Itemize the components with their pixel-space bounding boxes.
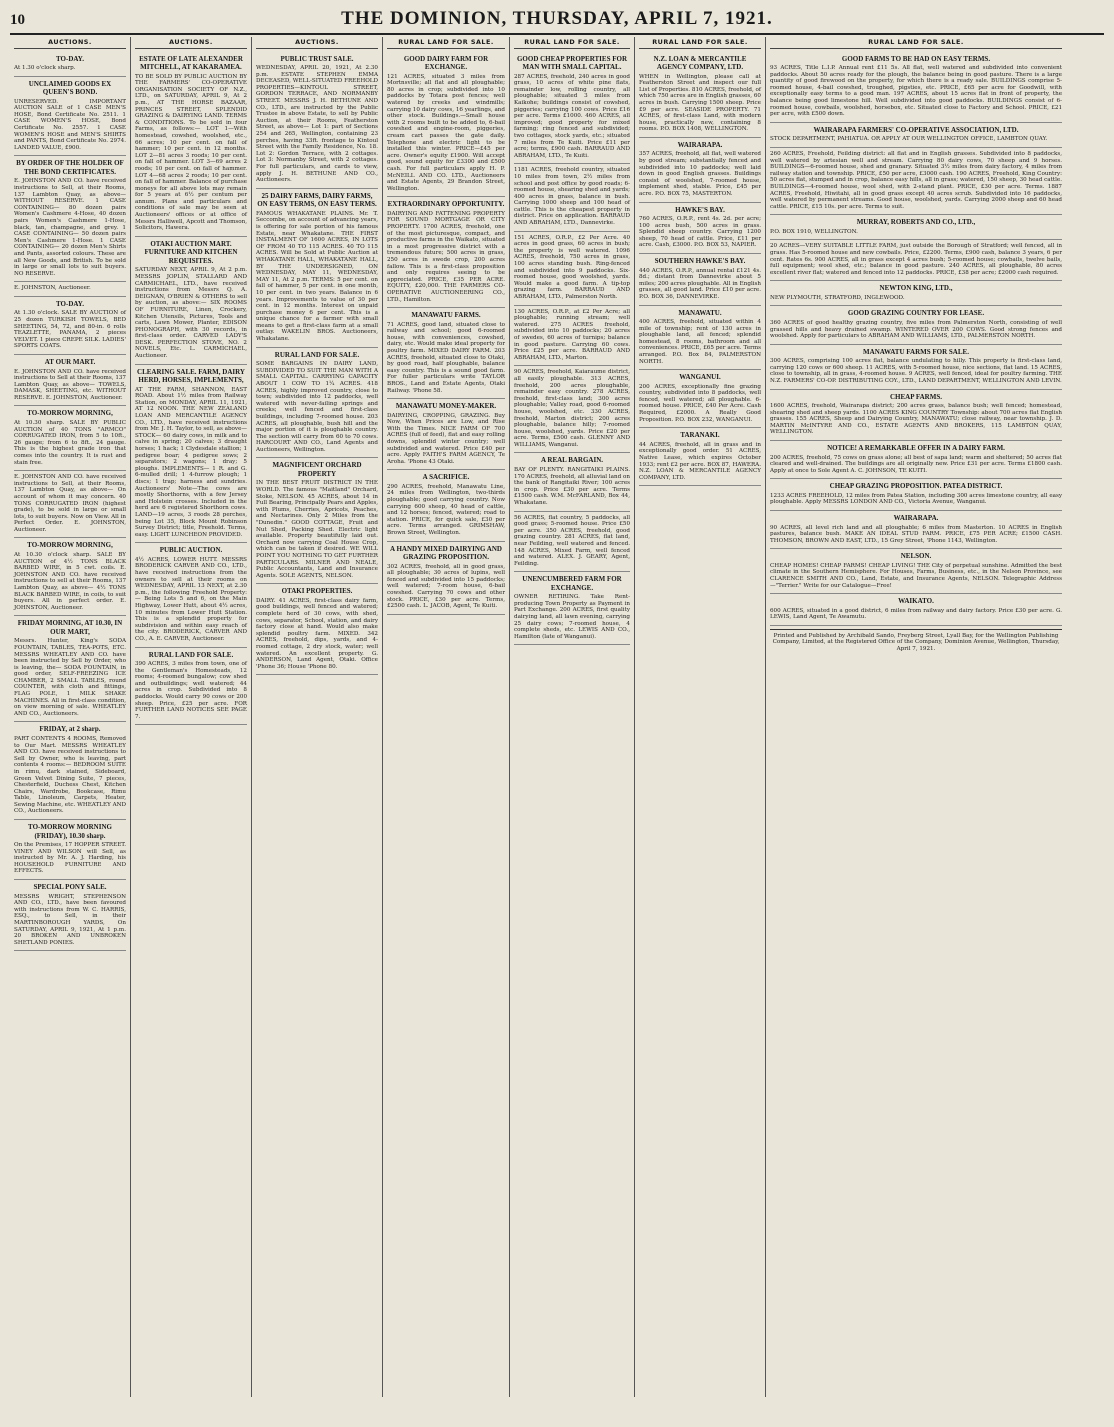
advertisement <box>770 52 1062 123</box>
advertisement <box>256 52 378 189</box>
advertisement-body: E. JOHNSTON AND CO. have received instructions to Sell, at their Rooms, 137 Lambton Quay, as above— WITHOUT RESERVE. 1 CASE CONTAINING— 80 dozen pairs Women's Cashmere 4-Hose, 40 dozen pairs Women's Cashmere 1-Hose, black, tan, champagne, and grey. 1 CASE CONTAINING— 50 dozen pairs Men's Cashmere 1-Hose. 1 CASE CONTAINING— 20 dozen Men's Shirts and Pants, assorted colours. These are all New Goods, and British. To be sold in large or small lots to suit buyers. NO RESERVE. <box>14 178 126 277</box>
advertisement-body: 44 ACRES, freehold, all in grass and in exceptionally good order. 51 ACRES, Native Lease, which expires October 1933; rent £2 per acre. BOX 87, HAWERA. N.Z. LOAN & MERCANTILE AGENCY COMPANY, LTD. <box>639 441 761 481</box>
advertisement-heading: MURRAY, ROBERTS AND CO., LTD., <box>856 218 976 227</box>
advertisement <box>14 616 126 722</box>
advertisement <box>639 203 761 254</box>
advertisement-body: IN THE BEST FRUIT DISTRICT IN THE WORLD. The famous "Maitland" Orchard, Stoke, NELSON. 45 ACRES, about 14 in Full Bearing, Principally Pears and Apples, with Plums, Cherries, Apricots, Peaches, and Nectarines. Only 2 Miles from the "Dunedin." GOOD COTTAGE, Fruit and Nut Shed, Packing Shed. Electric light available. Property beautifully laid out. Orchard now carrying Coal House Crop, which can be taken if desired. WE WILL POINT YOU NOTHING TO GET FURTHER PARTICULARS. MILNER AND NEALE, Public Accountants, Land and Insurance Agents. SOLE AGENTS, NELSON. <box>256 480 378 579</box>
advertisement-body: At 10.30 sharp. SALE BY PUBLIC AUCTION of 40 TONS "ARMCO" CORRUGATED IRON, from 5 to 10ft., 26 gauge; from 6 to 8ft., 24 gauge. This is the highest grade iron that comes into the country. It is rust and stain free. <box>14 419 126 466</box>
advertisement-heading: 25 DAIRY FARMS, DAIRY FARMS, ON EASY TERMS, ON EASY TERMS. <box>257 191 377 209</box>
advertisement <box>514 512 630 573</box>
advertisement-heading: GOOD DAIRY FARM FOR EXCHANGE. <box>403 54 489 72</box>
advertisement-heading: A REAL BARGAIN. <box>540 456 604 465</box>
advertisement-heading: TARANAKI. <box>680 431 720 440</box>
advertisement <box>135 648 247 726</box>
advertisement-body: P.O. BOX 1910, WELLINGTON. <box>770 228 858 235</box>
advertisement-body: On the Premises, 17 HOPPER STREET. VINEY AND WILSON will Sell, as instructed by Mr. A. J. Harding, his HOUSEHOLD FURNITURE AND EFFECTS. <box>14 842 126 875</box>
newspaper-page <box>10 6 1104 1411</box>
column-heading: RURAL LAND FOR SALE. <box>770 37 1062 49</box>
advertisement-heading: AT OUR MART. <box>44 358 96 366</box>
advertisement-heading: MANAWATU. <box>678 308 722 317</box>
advertisement-heading: GOOD GRAZING COUNTRY FOR LEASE. <box>847 309 985 318</box>
advertisement <box>639 306 761 371</box>
advertisement-heading: RURAL LAND FOR SALE. <box>274 350 360 359</box>
advertisement <box>14 880 126 951</box>
advertisement-heading: MANAWATU FARMS FOR SALE. <box>863 347 969 356</box>
advertisement-body: BAY OF PLENTY. RANGITAIKI PLAINS. 170 ACRES, freehold, all alluvial land on the bank of Rangitaiki River; 100 acres in crop. Price £30 per acre. Terms £1500 cash. W.M. McFARLAND, Box 44, Whakatane. <box>514 466 630 506</box>
column-heading: AUCTIONS. <box>256 37 378 49</box>
advertisement <box>135 365 247 544</box>
advertisement <box>770 549 1062 594</box>
advertisement-body: 200 ACRES, freehold, 75 cows on grass alone; all best of sapa land; warm and sheltered; 50 acres flat cleared and well-drained. The buildings are all originally new. Price £31 per acre. Terms £1800 cash. Apply at once to Sole Agent A. C. JOHNSON, TE KUITI. <box>770 454 1062 474</box>
column-heading: AUCTIONS. <box>14 37 126 49</box>
advertisement-body: 1600 ACRES, freehold, Wairarapa district; 200 acres grass, balance bush; well fenced; homestead, shearing shed and sheep yards. 1100 ACRES KING COUNTRY Township: about 700 acres flat English grasses. 155 ACRES, Sheep and Dairying Country, MANAWATU; close railway, near township. J. D. MARTIN McINTYRE AND CO., ESTATE AGENTS AND BROKERS, 115 LAMBTON QUAY, WELLINGTON. <box>770 403 1062 436</box>
advertisement <box>639 428 761 486</box>
advertisement <box>387 52 505 198</box>
advertisement-body: 260 ACRES, Freehold, Feilding district: all flat and in English grasses. Subdivided into 8 paddocks, well watered by artesian well and stream. Carrying 80 dairy cows, 70 sheep and 9 horses. BUILDINGS—6-roomed house, shed and granary. Situated 3½ miles from dairy factory, 4 miles from railway station and township. PRICE, £50 per acre, £3000 cash. 190 ACRES, Freehold, King Country: 50 acres flat, stumped and in crop, balance easy hills, all in grass; watered, 150 sheep, 30 head cattle. BUILDINGS—4-roomed house, wool shed, with 2-stand plant. PRICE, £30 per acre. Terms. 1887 ACRES, Freehold, Hiwitahi, all in good grass except 40 acres scrub. Subdivided into 16 paddocks, well watered by permanent streams. Good house, woolshed, yards. Carrying 2000 sheep and 60 head cattle. PRICE, £15 10s. per acre. Terms to suit. <box>770 150 1062 210</box>
advertisement-body: STOCK DEPARTMENT, PAHIATUA. OR APPLY AT OUR WELLINGTON OFFICE, LAMBTON QUAY. <box>770 136 1048 143</box>
advertisement-heading: FRIDAY, at 2 sharp. <box>39 725 101 734</box>
advertisement-heading: A SACRIFICE. <box>422 473 470 482</box>
advertisement-heading: A HANDY MIXED DAIRYING AND GRAZING PROPOSITION. <box>390 544 502 562</box>
column-heading: RURAL LAND FOR SALE. <box>514 37 630 49</box>
advertisement-heading: N.Z. LOAN & MERCANTILE AGENCY COMPANY, LTD. <box>653 54 747 72</box>
advertisement <box>14 722 126 820</box>
advertisement <box>387 399 505 470</box>
advertisement <box>387 308 505 399</box>
advertisement-heading: UNCLAIMED GOODS EX QUEEN'S BOND. <box>28 79 112 97</box>
advertisement <box>514 306 630 367</box>
advertisement-body: 600 ACRES, situated in a good district, 6 miles from railway and dairy factory. Price £30 per acre. G. LEWIS, Land Agent, Te Awamutu. <box>770 607 1062 621</box>
advertisement-heading: RURAL LAND FOR SALE. <box>148 650 234 659</box>
advertisement-body: 56 ACRES, flat country, 5 paddocks, all good grass; 5-roomed house. Price £50 per acre. 350 ACRES, freehold, good grazing country. 281 ACRES, flat land, near Feilding, well watered and fenced. 148 ACRES, Mixed Farm, well fenced and watered. ALEX. J. GEARY, Agent, Feilding. <box>514 514 630 567</box>
advertisement-heading: FRIDAY MORNING, AT 10.30, IN OUR MART, <box>17 619 123 636</box>
advertisement-heading: TO-MORROW MORNING (FRIDAY), 10.30 sharp. <box>28 823 112 840</box>
advertisement <box>135 543 247 647</box>
advertisement-body: UNRESERVED. IMPORTANT AUCTION SALE of 1 CASE MEN'S HOSE, Bond Certificate No. 2511. 1 CASE WOMEN'S HOSE, Bond Certificate No. 2557. 1 CASE WOMEN'S HOSE and MEN'S SHIRTS and PANTS, Bond Certificate No. 2974. LANDED VALUE, £900. <box>14 98 126 151</box>
advertisement-body: 287 ACRES, freehold, 240 acres in good grass, 10 acres of white pine flats, remainder low, rolling country, all ploughable; situated 3 miles from Kaikohe; buildings consist of cowshed, piggeries; carrying 100 cows. Price £16 per acre. Terms £1000. 460 ACRES, all improved; good property for mixed farming; ring fenced and subdivided; two cottages, stock yards, etc.; situated 7 miles from Te Kuiti. Price £11 per acre; terms, £900 cash. BARRAUD AND ABRAHAM, LTD., Te Kuiti. <box>514 73 630 159</box>
advertisement <box>514 453 630 511</box>
advertisement-body: MESSRS WRIGHT, STEPHENSON AND CO., LTD., have been favoured with instructions from W. C. HARRIS, ESQ., to Sell, in their MARTINBOROUGH YARDS, On SATURDAY, APRIL 9, 1921, At 1 p.m. 20 BROKEN AND UNBROKEN SHETLAND PONIES. <box>14 893 126 946</box>
advertisement-body: SOME BARGAINS IN DAIRY LAND, SUBDIVIDED TO SUIT THE MAN WITH A SMALL CAPITAL. CARRYING CAPACITY ABOUT 1 COW TO 1¼ ACRES. 418 ACRES, highly improved country, close to town; subdivided into 12 paddocks, well watered with never-failing springs and creeks; well fenced and first-class buildings, including 7-roomed house. 203 ACRES, all ploughable, bush hill and the major portion of it is ploughable country. The section will carry from 60 to 70 cows. HARCOURT AND CO., Land Agents and Auctioneers, Wellington. <box>256 361 378 453</box>
advertisement-body: At 10.30 o'clock sharp. SALE BY AUCTION of 4½ TONS BLACK BARBED WIRE, in 5 cwt. coils. E. JOHNSTON AND CO. have received instructions to sell at their Rooms, 137 Lambton Quay, as above— 4½ TONS BLACK BARBED WIRE, in coils, to suit buyers. All in perfect order. E. JOHNSTON, Auctioneer. <box>14 551 126 611</box>
advertisement-body: 20 ACRES—VERY SUITABLE LITTLE FARM, just outside the Borough of Stratford; well fenced, all in grass. Has 5-roomed house and new cowbails. Price, £2200. Terms, £900 cash, balance 3 years, 6 per cent. Rates 6s. 900 ACRES, all in grass except 4 acres bush; 5-roomed house; cowbails, twelve bails, full equipment; wool shed, etc.; balance in good pasture. 240 ACRES, all ploughable, 80 acres excellent river flat; watered and fenced into 12 paddocks. PRICE, £38 per acre; £2000 cash required. <box>770 243 1062 276</box>
column-4 <box>383 37 510 1397</box>
advertisement-body: 400 ACRES, freehold, situated within 4 mile of township; rent of 130 acres in ploughable land, all fenced; splendid homestead, 8 rooms, bathroom and all conveniences. PRICE, £65 per acre. Terms arranged. P.O. Box 84, PALMERSTON NORTH. <box>639 319 761 365</box>
advertisement-heading: HAWKE'S BAY. <box>675 205 725 214</box>
advertisement-heading: MANAWATU MONEY-MAKER. <box>395 402 497 411</box>
printer-imprint: Printed and Published by Archibald Sando, Freyberg Street, Lyall Bay, for the Wellington Publishing Company, Limited, at the Registered Office of the Company, Dominion Avenue, Wellington, Thursday, April 7, 1921. <box>770 629 1062 653</box>
advertisement-body: 300 ACRES, comprising 100 acres flat, balance undulating to hilly. This property is first-class land, carrying 120 cows or 600 sheep. 11 ACRES, with 5-roomed house, nice sections, flat land. 15 ACRES, close to township, all in grass, 4-roomed house. 9 ACRES, well fenced, ideal for poultry farming. THE N.Z. FARMERS' CO-OP. DISTRIBUTING COY., LTD., LAND DEPARTMENT, WELLINGTON AND LEVIN. <box>770 358 1062 384</box>
advertisement <box>387 197 505 308</box>
advertisement <box>14 471 126 538</box>
column-5 <box>510 37 635 1397</box>
advertisement-heading: OTAKI PROPERTIES. <box>281 587 353 596</box>
advertisement <box>770 240 1062 281</box>
advertisement <box>770 594 1062 626</box>
advertisement-body: DAIRYING AND FATTENING PROPERTY FOR SOUND MORTGAGE OR CITY PROPERTY. 1700 ACRES, freehold, one of the most picturesque, compact, and productive farms in the Waikato, situated in a most progressive district with a tremendous future; 500 acres in grass, 250 acres in swede crop, 200 acres fallow. This is a first-class proposition and only requires seeing to be appreciated. PRICE, £35 PER ACRE. EQUITY, £20,000. THE FARMERS CO-OPERATIVE AUCTIONEERING CO., LTD., Hamilton. <box>387 210 505 303</box>
advertisement <box>14 355 126 406</box>
advertisement-body: WHEN in Wellington, please call at Featherston Street and inspect our full List of Properties. 810 ACRES, freehold, of which 750 acres are in English grasses, 60 acres in bush. Carrying 1500 sheep. Price £9 per acre. SEASIDE PROPERTY. 71 ACRES, of first-class Land, with modern house, practically new, containing 8 rooms. P.O. BOX 1408, WELLINGTON. <box>639 73 761 133</box>
advertisement <box>14 297 126 355</box>
masthead <box>10 6 1104 35</box>
advertisement-heading: NEWTON KING, LTD., <box>879 284 953 293</box>
advertisement-heading: WANGANUI. <box>679 373 721 382</box>
advertisement <box>14 406 126 471</box>
advertisement-body: 151 ACRES, O.R.P., £2 Per Acre. 40 acres in good grass, 60 acres in bush; the property is well watered. 1096 ACRES, freehold, 750 acres in grass, 100 acres standing bush. Ring-fenced and subdivided into 9 paddocks. Six-roomed house, good woolshed, yards. Would make a good farm. A tip-top grazing farm. BARRAUD AND ABRAHAM, LTD., Palmerston North. <box>514 234 630 300</box>
advertisement-body: 760 ACRES, O.R.P., rent 4s. 2d. per acre; 100 acres bush, 500 acres in grass. Splendid sheep country. Carrying 1200 sheep, 70 head of cattle. Price, £11 per acre. Cash, £3000. P.O. BOX 53, NAPIER. <box>639 216 761 249</box>
columns-container <box>10 37 1104 1397</box>
advertisement <box>14 156 126 282</box>
advertisement <box>770 441 1062 479</box>
advertisement <box>256 584 378 675</box>
advertisement-heading: CHEAP FARMS. <box>890 392 942 401</box>
advertisement <box>770 123 1062 148</box>
newspaper-title: THE DOMINION, THURSDAY, APRIL 7, 1921. <box>341 8 773 29</box>
advertisement-body: At 1.30 o'clock sharp. <box>14 65 76 72</box>
advertisement-body: NEW PLYMOUTH, STRATFORD, INGLEWOOD. <box>770 294 905 301</box>
advertisement-heading: ESTATE OF LATE ALEXANDER MITCHELL, AT KAKARAMEA. <box>139 54 243 72</box>
advertisement-heading: BY ORDER OF THE HOLDER OF THE BOND CERTIFICATES. <box>16 159 124 176</box>
advertisement-heading: MANAWATU FARMS. <box>411 311 481 320</box>
advertisement-body: 302 ACRES, freehold, all in good grass, all ploughable; 30 acres of lupins, well fenced and subdivided into 15 paddocks; well watered; 7-room house, 6-bail cowshed. Carrying 70 cows and other stock. PRICE, £30 per acre. Terms, £2500 cash. L. JACOB, Agent, Te Kuiti. <box>387 563 505 610</box>
advertisement-body: At 1.30 o'clock. SALE BY AUCTION of 25 dozen TURKISH TOWELS, BED SHEETING, 54, 72, and 80-in. 6 rolls TEAZLETTE, PANAMA, 2 pieces VELVET. 1 piece CREPE SILK. LADIES' SPORTS COATS. <box>14 310 126 350</box>
advertisement <box>256 458 378 584</box>
column-2 <box>131 37 252 1397</box>
advertisement-body: 200 ACRES, exceptionally fine grazing country, subdivided into 8 paddocks, well fenced, well watered; all ploughable. 6-roomed house. PRICE, £40 Per Acre. Cash Required, £2000. A Really Good Proposition. P.O. BOX 232, WANGANUI. <box>639 383 761 423</box>
advertisement-body: 93 ACRES, Title L.I.P. Annual rent £11 5s. All flat, well watered and subdivided into convenient paddocks. About 50 acres ready for the plough, the balance being in good pasture. There is a large quantity of good firewood on the property, for which there is a ready sale. BUILDINGS comprise 5-roomed house, 4-bail cowshed, troughed, pigsties, etc. PRICE, £65 per acre for Goodwill, with exceptionally easy terms to a good man. 197 ACRES, about 15 acres flat in front of property, the balance being good limestone hill. Well subdivided into good paddocks. BUILDINGS consist of 6-roomed house, cowbails, woolshed, horsebox, etc. Situated close to Factory and School. PRICE, £21 per acre, with £500 down. <box>770 65 1062 118</box>
advertisement-heading: TO-MORROW MORNING, <box>27 541 113 550</box>
advertisement-body: 440 ACRES, O.R.P., annual rental £121 4s. 8d.; distant from Dannevirke about 5 miles; 200 acres ploughable. All in English grasses, all good land. Price £10 per acre. P.O. BOX 36, DANNEVIRKE. <box>639 267 761 300</box>
advertisement <box>14 538 126 616</box>
advertisement-heading: MAGNIFICENT ORCHARD PROPERTY <box>272 461 362 478</box>
advertisement-body: 130 ACRES, O.R.P., at £2 Per Acre; all ploughable; running stream; well watered. 275 ACRES freehold, subdivided into 10 paddocks; 20 acres of swedes, 60 acres of turnips; balance in good pasture. Carrying 60 cows. Price £25 per acre. BARRAUD AND ABRAHAM, LTD., Marton. <box>514 308 630 361</box>
advertisement-heading: OTAKI AUCTION MART. FURNITURE AND KITCHEN REQUISITES. <box>144 239 238 265</box>
column-7 <box>766 37 1066 1397</box>
advertisement-body: Messrs. Hunter, King's SODA FOUNTAIN, TABLES, TEA-POTS, ETC. MESSRS WHEATLEY AND CO. have been instructed by Sell by Order, who is leaving, the— SODA FOUNTAIN, in good order, SELF-FREEZING ICE CHAMBER, 2 SMALL TABLES, round COUNTER, with cloth and fittings, FLAG POLE, 1 MILK SHAKE MACHINES. All in first-class condition, on view morning of sale. WHEATLEY AND CO., Auctioneers. <box>14 638 126 717</box>
advertisement <box>639 138 761 203</box>
advertisement <box>770 479 1062 511</box>
advertisement-body: OWNER RETIRING. Take Rent-producing Town Property as Payment in Part Exchange. 200 ACRES, first quality dairying land, all lawn evening, carrying 25 dairy cows; 7-roomed house, 4 complete sheds, etc. LEWIS AND CO., Hamilton (late of Wanganui). <box>514 594 630 640</box>
advertisement <box>14 52 126 77</box>
advertisement <box>514 232 630 306</box>
advertisement <box>14 77 126 157</box>
advertisement-body: 360 ACRES of good healthy grazing country, five miles from Palmerston North, consisting of well grassed hills and heavy drained swamp. WINTERED OVER 200 COWS. Good strong fences and woolshed. Apply for particulars to ABRAHAM AND WILLIAMS, LTD., PALMERSTON NORTH. <box>770 319 1062 340</box>
advertisement-heading: WAIRARAPA FARMERS' CO-OPERATIVE ASSOCIATION, LTD. <box>813 125 1019 134</box>
advertisement-body: 1181 ACRES, freehold country, situated 10 miles from town, 2½ miles from school and post office by good roads; 6-roomed house, shearing shed and yards; 400 acres in grass, balance in bush. Carrying 1000 sheep and 100 head of cattle. This is the cheapest property in district. Price on application. BARRAUD AND ABRAHAM, LTD., Dannevirke. <box>514 167 630 227</box>
column-3 <box>252 37 383 1397</box>
advertisement-heading: TO-DAY. <box>56 299 84 308</box>
column-heading: RURAL LAND FOR SALE. <box>387 37 505 49</box>
advertisement-body: FAMOUS WHAKATANE PLAINS. Mr. T. Seccombe, on account of advancing years, is offering for sale portion of his famous Estate, near Whakatane. THE FIRST INSTALMENT OF 1600 ACRES, IN LOTS OF FROM 40 TO 115 ACRES. 40 TO 115 ACRES. Will be Sold at Public Auction at WHAKATANE HALL, WHAKATANE HALL, BY THE UNDERSIGNED, ON WEDNESDAY, MAY 11, WEDNESDAY, MAY 11, At 2 p.m. TERMS: 5 per cent. on fall of hammer, 5 per cent. in one month, 10 per cent. in two years. Balance in 6 years. Improvements to value of 30 per cent. in 12 months. Interest on unpaid purchase money 6 per cent. This is a unique chance for a farmer with small means to get a first-class farm at a small outlay. WAKELIN BROS. Auctioneers, Whakatane. <box>256 210 378 343</box>
advertisement-body: TO BE SOLD BY PUBLIC AUCTION BY THE FARMERS' CO-OPERATIVE ORGANISATION SOCIETY OF N.Z., LTD., on SATURDAY, APRIL 9, At 2 p.m., AT THE HORSE BAZAAR, PRINCES STREET, SPLENDID GRAZING & DAIRYING LAND. TERMS & CONDITIONS. To be sold in four Farms, as follows:— LOT 1—With homestead, cowshed, woolshed, etc., 66 acres; 10 per cent. on fall of hammer; 10 per cent. in 12 months. LOT 2—81 acres 3 roods; 10 per cent. on fall of hammer. LOT 3—69 acres 2 roods; 10 per cent. on fall of hammer. LOT 4—68 acres 2 roods; 10 per cent. on fall of hammer. Balance of purchase moneys for all above lots may remain for 5 years at 6½ per centum per annum. Plans and particulars and conditions of sale may be seen at Auctioneers' offices or at office of Messrs Halliwell, Apcott and Thomson, Solicitors, Hawera. <box>135 73 247 232</box>
advertisement-heading: CHEAP GRAZING PROPOSITION. PATEA DISTRICT. <box>829 482 1003 491</box>
advertisement <box>639 370 761 428</box>
advertisement-body: SATURDAY NEXT, APRIL 9, At 2 p.m. MESSRS JOPLIN, STALLARD AND CARMICHAEL, LTD., have received instructions from Messrs Q. A. DEIGNAN, O'BRIEN & OTHERS to sell by auction, as above:— SIX ROOMS OF FURNITURE, Linen, Crockery, Kitchen Utensils, Pictures, Tools and carts, Lawn Mower, Planter, EDISON PHONOGRAPH, with 30 records, in first-class order. CARVED LADY'S DESK. PERFECTION STOVE, NO. 2 NOVELS, Etc. L. CARMICHAEL, Auctioneer. <box>135 267 247 360</box>
advertisement-body: 4½ ACRES, LOWER HUTT. MESSRS BRODERICK CARVER AND CO., LTD., have received instructions from the owners to sell at their rooms on WEDNESDAY, APRIL 13 NEXT, at 2.30 p.m., the following Freehold Property:— Being Lots 5 and 6, on the Main Highway, Lower Hutt, about 4½ acres, 10 minutes from Lower Hutt Station. This is a splendid property for subdivision and within easy reach of the city. BRODERICK, CARVER AND CO., A. E. CARVER, Auctioneer. <box>135 556 247 642</box>
advertisement <box>770 281 1062 306</box>
advertisement-body: 71 ACRES, good land, situated close to railway and school; good 6-roomed house, with conveniences, cowshed, dairy, etc. Would make ideal property for poultry farm. MIXED DAIRY FARM. 203 ACRES, freehold, situated close to Otaki, by good road, half ploughable, balance easy country. This is a sound good farm. For fuller particulars write TAYLOR BROS., Land and Estate Agents, Otaki Railway. 'Phone 58. <box>387 321 505 394</box>
column-heading: RURAL LAND FOR SALE. <box>639 37 761 49</box>
advertisement <box>770 511 1062 549</box>
advertisement <box>514 164 630 231</box>
page-number: 10 <box>10 12 25 28</box>
advertisement <box>770 148 1062 215</box>
advertisement <box>770 390 1062 441</box>
advertisement <box>514 52 630 165</box>
advertisement-heading: NOTICE! A REMARKABLE OFFER IN A DAIRY FARM. <box>827 444 1005 453</box>
advertisement-body: E. JOHNSTON AND CO. have received instructions to Sell at their Rooms, 137 Lambton Quay, as above— TOWELS, DAMASK, SHEETING, etc. WITHOUT RESERVE. E. JOHNSTON, Auctioneer. <box>14 368 126 401</box>
advertisement-heading: PUBLIC AUCTION. <box>159 546 223 555</box>
advertisement <box>514 366 630 453</box>
advertisement-body: AT THE FARM, SHANNON, EAST ROAD. About 1½ miles from Railway Station, on MONDAY, APRIL 11, 1921, AT 12 NOON. THE NEW ZEALAND LOAN AND MERCANTILE AGENCY CO., LTD., have received instructions from Mr. J. H. Taylor, to sell, as above— STOCK— 60 dairy cows, in milk and to calve in spring; 20 calves; 3 draught horses; 1 hack; 1 Clydesdale stallion; 1 pedigree boar; 4 pedigree sows; 2 separators; 2 wagons; 1 dray; 5 ploughs. IMPLEMENTS— 1 R. and G. 6-mulled drill; 1 4-furrow plough; 1 discs; 1 trap; harness and sundries. Auctioneers' Note—The cows are mostly Shorthorns, with a few Jersey and Holstein crosses. Included in the herd are 6 registered Shorthorn cows. LAND—19 acres, 3 roods 28 perches, being Lot 35, Block Mount Robinson Survey District; title, Freehold. Terms, easy. LIGHT LUNCHEON PROVIDED. <box>135 386 247 538</box>
advertisement <box>135 52 247 237</box>
column-heading: AUCTIONS. <box>135 37 247 49</box>
advertisement-heading: UNENCUMBERED FARM FOR EXCHANGE. <box>522 575 622 592</box>
advertisement <box>256 189 378 348</box>
advertisement-heading: WAIRARAPA. <box>893 514 939 523</box>
advertisement-body: 90 ACRES, freehold, Kaiaraume district, all easily ploughable. 313 ACRES, freehold, 200 acres ploughable, remainder easy country. 278 ACRES, freehold, first-class land; 300 acres ploughable; Valley road, good 6-roomed house, woolshed, etc. 330 ACRES, freehold, Marton district; 200 acres ploughable, balance hilly; 7-roomed house, woolshed, yards. Price £20 per acre. Terms, £500 cash. GLENNY AND WILLIAMS, Wanganui. <box>514 369 630 448</box>
advertisement <box>14 282 126 297</box>
advertisement <box>514 572 630 645</box>
advertisement <box>387 542 505 615</box>
advertisement <box>639 52 761 138</box>
advertisement-body: 121 ACRES, situated 3 miles from Mortnsville; all flat and all ploughable; 80 acres in crop; subdivided into 10 paddocks by Totara post fences; well watered by creeks and windmills; carrying 10 dairy cows, 16 yearlings, and other stock. Buildings.—Small house with 2 rooms built to be added to, 6-bail cowshed and engine-room, piggeries, cream cart passes the gate daily. Telephone and electric light to be installed this winter. PRICE—£45 per acre. Owner's equity £1900. Will accept good, sound equity for £3300 and £500 cash. For full particulars apply H. P. McNEILL AND CO. LTD., Auctioneers and Estate Agents, 29 Brandon Street, Wellington. <box>387 73 505 192</box>
advertisement <box>770 306 1062 344</box>
advertisement <box>639 254 761 305</box>
advertisement <box>14 820 126 880</box>
column-1 <box>10 37 131 1397</box>
advertisement-body: DAIRY. 41 ACRES, first-class dairy farm, good buildings, well fenced and watered; complete herd of 30 cows, with shed, cows, separator, School, station, and dairy factory close at hand. Would also make splendid poultry farm. MIXED. 342 ACRES, freehold, dips, yards, and 4-roomed cottage, 2 dry stock, water; well watered. An excellent property. G. ANDERSON, Land Agent, Otaki. Office 'Phone 36; House 'Phone 80. <box>256 597 378 670</box>
advertisement-body: 1233 ACRES FREEHOLD, 12 miles from Patea Station, including 300 acres limestone country, all easy ploughable. Apply MESSRS LONDON AND CO., Victoria Avenue, Wanganui. <box>770 492 1062 506</box>
advertisement-body: E. JOHNSTON AND CO. have received instructions to Sell, at their Rooms, 137 Lambton Quay, as above— On account of whom it may concern. 40 TONS CORRUGATED IRON (highest grade), to be sold in large or small lots, to suit buyers. Now on View. All in Perfect Order. E. JOHNSTON, Auctioneer. <box>14 474 126 533</box>
advertisement-body: 390 ACRES, 3 miles from town, one of the Gentleman's Homesteads, 12 rooms; 4-roomed bungalow; cow shed and outbuildings; well watered; 44 acres in crop. Subdivided into 8 paddocks. Would carry 90 cows or 200 sheep. Price, £25 per acre. FOR FURTHER LAND NOTICES SEE PAGE 7. <box>135 661 247 720</box>
advertisement-heading: GOOD CHEAP PROPERTIES FOR MAN WITH SMALL CAPITAL. <box>516 54 627 72</box>
advertisement-heading: EXTRAORDINARY OPPORTUNITY. <box>387 200 505 209</box>
advertisement-heading: PUBLIC TRUST SALE. <box>280 54 354 63</box>
advertisement-body: DAIRYING, CROPPING, GRAZING. Buy Now, When Prices are Low, and Rise With the Times. NICE FARM OF 700 ACRES (full of feed), flat and easy rolling downs, splendid winter country; well subdivided and watered. Price £40 per acre. Apply FAITH'S FARM AGENCY, Te Aroha. 'Phone 43 Otaki. <box>387 412 505 465</box>
advertisement-heading: TO-MORROW MORNING, <box>27 409 113 418</box>
advertisement <box>770 345 1062 390</box>
advertisement-heading: GOOD FARMS TO BE HAD ON EASY TERMS. <box>841 54 991 63</box>
advertisement-heading: NELSON. <box>900 552 932 561</box>
advertisement-body: 290 ACRES, freehold, Manawatu Line, 24 miles from Wellington, two-thirds ploughable; good carrying country. Now carrying 600 sheep, 40 head of cattle, and 12 horses; fenced, watered; road to station. PRICE, for quick sale, £30 per acre. Terms arranged. GRIMSHAW, Brown Street, Wellington. <box>387 483 505 537</box>
advertisement-heading: WAIRARAPA. <box>677 140 723 149</box>
advertisement-heading: TO-DAY. <box>56 54 84 63</box>
advertisement <box>256 348 378 459</box>
advertisement-heading: SOUTHERN HAWKE'S BAY. <box>654 257 746 266</box>
advertisement <box>387 470 505 541</box>
advertisement <box>770 215 1062 240</box>
advertisement-body: CHEAP HOMES! CHEAP FARMS! CHEAP LIVING! THE City of perpetual sunshine. Admitted the best climate in the Southern Hemisphere. For Houses, Farms, Business, etc., in the Nelson Province, see CLARENCE SMITH AND CO., Land, Estate, and Insurance Agents, NELSON. Telegraphic Address—"Terrier." Write for our Catalogue—Free! <box>770 562 1062 589</box>
advertisement-heading: CLEARING SALE. FARM, DAIRY HERD, HORSES, IMPLEMENTS, <box>137 367 245 385</box>
advertisement-body: 357 ACRES, freehold, all flat, well watered by good stream; substantially fenced and subdivided into 10 paddocks; well laid down in good English grasses. Buildings consist of woolshed, 7-roomed house, implement shed, stable. Price, £45 per acre. P.O. BOX 75, MASTERTON. <box>639 151 761 197</box>
advertisement-heading: SPECIAL PONY SALE. <box>33 883 107 892</box>
column-6 <box>635 37 766 1397</box>
advertisement-body: WEDNESDAY, APRIL 20, 1921, At 2.30 p.m. ESTATE STEPHEN EMMA DECEASED, WELL-SITUATED FREEHOLD PROPERTIES—KINTOUL STREET, GORDON TERRACE, AND NORMANBY STREET. MESSRS J. H. BETHUNE AND CO., LTD., are instructed by the Public Trustee in above Estate, to sell by Public Auction, at their Rooms, Featherston Street, as above— Lot 1: part of Sections 254 and 265, Wellington, containing 23 perches, having 33ft. frontage to Kintoul Street with the Family Residence, No. 18. Lot 2: Gordon Terrace, with 2 cottages. Lot 3: Normanby Street, with 2 cottages. For full particulars, and cards to view, apply J. H. BETHUNE AND CO., Auctioneers. <box>256 65 378 184</box>
advertisement-body: 90 ACRES, all level rich land and all ploughable; 6 miles from Masterton. 10 ACRES in English pastures, balance bush. MAKE AN IDEAL STUD FARM. PRICE, £75 PER ACRE; £1500 CASH. THOMSON, BROWN AND EAST, LTD., 15 Grey Street, 'Phone 1143, Wellington. <box>770 524 1062 544</box>
advertisement <box>135 237 247 365</box>
advertisement-body: E. JOHNSTON, Auctioneer. <box>14 285 91 292</box>
advertisement-heading: WAIKATO. <box>898 597 934 606</box>
advertisement-body: PART CONTENTS 4 ROOMS, Removed to Our Mart. MESSRS WHEATLEY AND CO. have received instructions to Sell by Owner, who is leaving, part contents 4 rooms:— BEDROOM SUITE in rimu, dark stained, Sideboard, Green Velvet Dining Suite, 7 pieces, Chesterfield, Duchess Chest, Kitchen Chairs, Wardrobe, Bookcase, Rimu Table, Linoleum, Carpets, Heater, Sewing Machine, etc. WHEATLEY AND CO., Auctioneers. <box>14 735 126 815</box>
